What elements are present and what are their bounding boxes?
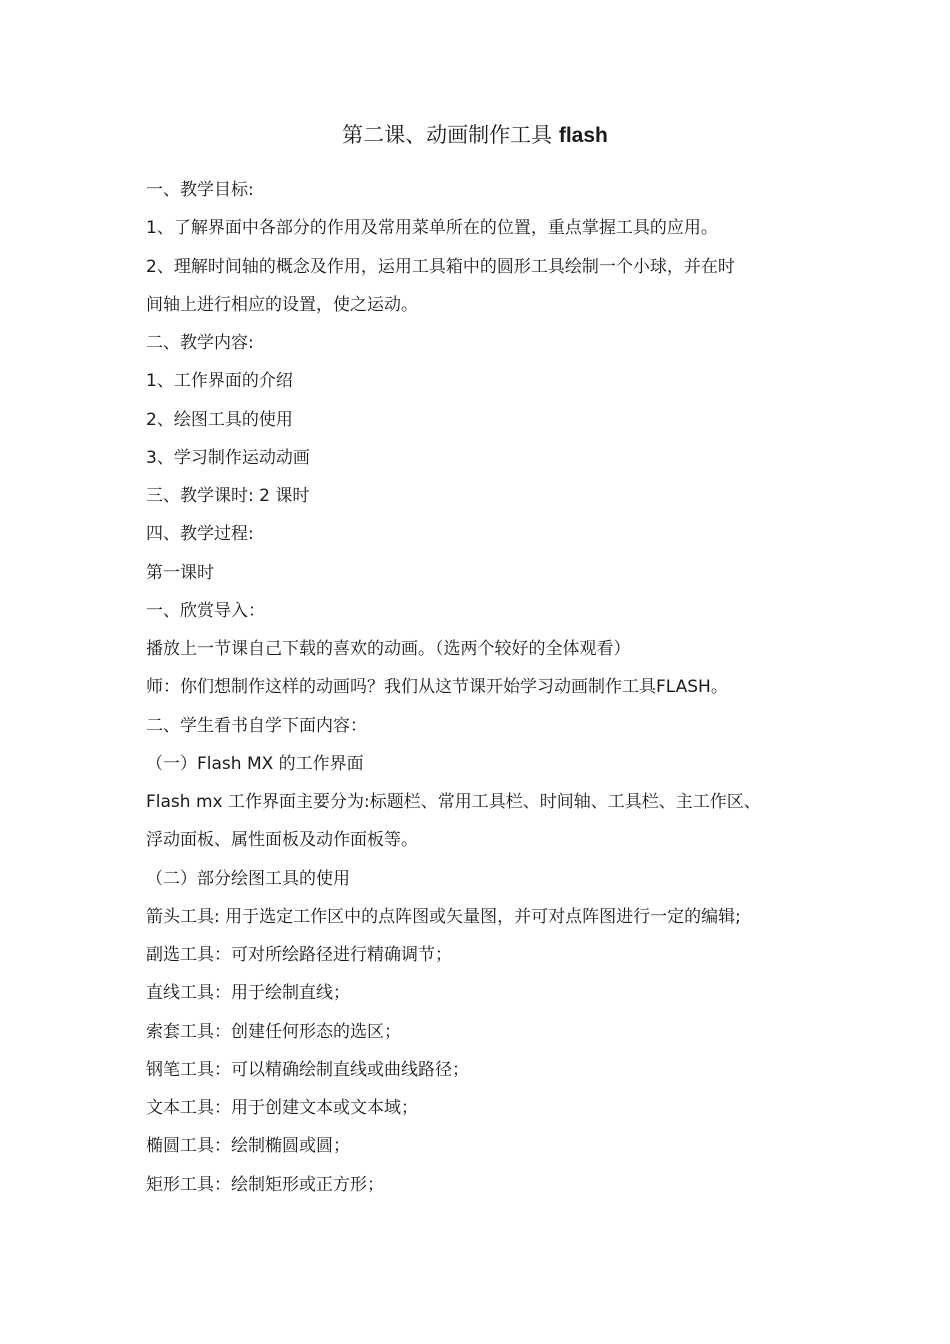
text-line: 副选工具：可对所绘路径进行精确调节； (146, 945, 452, 965)
text-line: 第一课时 (146, 562, 214, 583)
text-line: 2、理解时间轴的概念及作用，运用工具箱中的圆形工具绘制一个小球，并在时 (146, 256, 735, 277)
text-line: （一）Flash MX 的工作界面 (146, 753, 364, 774)
text-line: 矩形工具：绘制矩形或正方形； (146, 1174, 384, 1195)
text-line: 师：你们想制作这样的动画吗？我们从这节课开始学习动画制作工具FLASH。 (146, 677, 728, 698)
text-line: 二、学生看书自学下面内容： (146, 715, 367, 736)
title-latin: flash (558, 124, 608, 147)
text-line: Flash mx 工作界面主要分为:标题栏、常用工具栏、时间轴、工具栏、主工作区、 (146, 792, 761, 812)
text-line: 浮动面板、属性面板及动作面板等。 (146, 830, 418, 851)
text-line: 3、学习制作运动动画 (146, 447, 310, 468)
text-line: 四、教学过程: (146, 524, 254, 545)
text-line: 2、绘图工具的使用 (146, 409, 293, 430)
text-line: 钢笔工具：可以精确绘制直线或曲线路径； (146, 1059, 469, 1080)
text-line: 直线工具：用于绘制直线； (146, 983, 350, 1004)
page-title (0, 118, 950, 153)
text-line: 1、了解界面中各部分的作用及常用菜单所在的位置，重点掌握工具的应用。 (146, 218, 718, 239)
text-line: 三、教学课时: 2 课时 (146, 486, 310, 506)
body-text (146, 173, 826, 1206)
text-line: 一、欣赏导入： (146, 600, 265, 621)
text-line: 文本工具：用于创建文本或文本域； (146, 1098, 418, 1118)
text-line: 二、教学内容: (146, 333, 254, 353)
text-line: 1、工作界面的介绍 (146, 371, 293, 392)
text-line: 播放上一节课自己下载的喜欢的动画。（选两个较好的全体观看） (146, 639, 631, 659)
text-line: 箭头工具: 用于选定工作区中的点阵图或矢量图，并可对点阵图进行一定的编辑; (146, 906, 741, 927)
text-line: 索套工具：创建任何形态的选区； (146, 1021, 401, 1042)
title-chinese: 第二课、动画制作工具 (342, 123, 553, 147)
text-line: （二）部分绘图工具的使用 (146, 868, 350, 889)
text-line: 椭圆工具：绘制椭圆或圆； (146, 1136, 350, 1157)
text-line: 间轴上进行相应的设置，使之运动。 (146, 294, 418, 315)
text-line: 一、教学目标: (146, 180, 254, 200)
